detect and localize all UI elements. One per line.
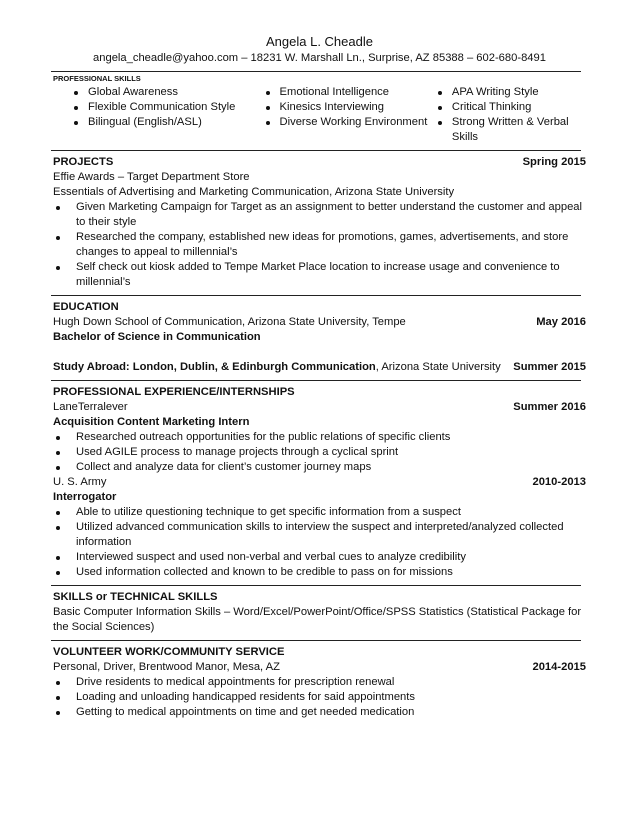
study-abroad-title: Study Abroad: London, Dublin, & Edinburgh Communication xyxy=(53,361,376,373)
study-abroad-row xyxy=(53,360,586,375)
bullet-item: Used information collected and known to be credible to pass on for missions xyxy=(53,565,586,580)
study-abroad-school: , Arizona State University xyxy=(375,361,501,373)
skills-column-3 xyxy=(429,85,586,145)
job-bullet-list xyxy=(53,430,586,475)
resume-content xyxy=(53,33,586,720)
section-title-education: EDUCATION xyxy=(53,301,119,313)
volunteer-role: Personal, Driver, Brentwood Manor, Mesa, AZ xyxy=(53,661,280,673)
experience-header xyxy=(53,385,586,400)
skill-item: Critical Thinking xyxy=(433,100,586,115)
job-company: U. S. Army xyxy=(53,476,107,488)
section-title-experience: PROFESSIONAL EXPERIENCE/INTERNSHIPS xyxy=(53,386,295,398)
bullet-item: Researched the company, established new ideas for promotions, games, advertisements, and store changes to appeal to millennial’s xyxy=(53,230,586,260)
technical-skills-header xyxy=(53,590,586,605)
bullet-item: Self check out kiosk added to Tempe Market Place location to increase usage and convenience to millennial’s xyxy=(53,260,586,290)
job-company: LaneTerralever xyxy=(53,401,128,413)
professional-skills-grid xyxy=(53,85,586,145)
bullet-item: Drive residents to medical appointments for prescription renewal xyxy=(53,675,586,690)
school-date: May 2016 xyxy=(536,316,586,328)
bullet-item: Loading and unloading handicapped residents for said appointments xyxy=(53,690,586,705)
volunteer-row xyxy=(53,660,586,675)
bullet-item: Interviewed suspect and used non-verbal and verbal cues to analyze credibility xyxy=(53,550,586,565)
divider xyxy=(51,290,581,296)
skill-item: Strong Written & Verbal Skills xyxy=(433,115,586,145)
bullet-item: Able to utilize questioning technique to get specific information from a suspect xyxy=(53,505,586,520)
bullet-item: Researched outreach opportunities for the public relations of specific clients xyxy=(53,430,586,445)
job-title: Interrogator xyxy=(53,491,117,503)
section-title-volunteer: VOLUNTEER WORK/COMMUNITY SERVICE xyxy=(53,646,285,658)
contact-line: angela_cheadle@yahoo.com – 18231 W. Marshall Ln., Surprise, AZ 85388 – 602-680-8491 xyxy=(93,52,546,64)
skills-column-1 xyxy=(53,85,257,145)
divider xyxy=(51,145,581,151)
skill-item: Kinesics Interviewing xyxy=(261,100,429,115)
projects-date: Spring 2015 xyxy=(522,156,586,168)
job-bullet-list xyxy=(53,505,586,580)
skill-item: Flexible Communication Style xyxy=(69,100,257,115)
job-row xyxy=(53,475,586,490)
job-title: Acquisition Content Marketing Intern xyxy=(53,416,250,428)
bullet-item: Collect and analyze data for client’s customer journey maps xyxy=(53,460,586,475)
divider xyxy=(51,635,581,641)
skill-item: Emotional Intelligence xyxy=(261,85,429,100)
resume-name: Angela L. Cheadle xyxy=(266,34,373,49)
projects-bullet-list xyxy=(53,200,586,290)
education-school-row xyxy=(53,315,586,330)
volunteer-bullet-list xyxy=(53,675,586,720)
bullet-item: Given Marketing Campaign for Target as an assignment to better understand the customer and appeal to their style xyxy=(53,200,586,230)
school-name: Hugh Down School of Communication, Arizona State University, Tempe xyxy=(53,316,406,328)
study-abroad xyxy=(53,360,501,375)
divider xyxy=(51,375,581,381)
project-course: Essentials of Advertising and Marketing Communication, Arizona State University xyxy=(53,186,455,198)
skill-item: Bilingual (English/ASL) xyxy=(69,115,257,130)
section-title-technical-skills: SKILLS or TECHNICAL SKILLS xyxy=(53,591,218,603)
education-header xyxy=(53,300,586,315)
job-date: Summer 2016 xyxy=(513,401,586,413)
volunteer-header xyxy=(53,645,586,660)
bullet-item: Used AGILE process to manage projects through a cyclical sprint xyxy=(53,445,586,460)
projects-header xyxy=(53,155,586,170)
divider xyxy=(51,580,581,586)
professional-skills-heading: PROFESSIONAL SKILLS xyxy=(53,74,141,83)
bullet-item: Getting to medical appointments on time and get needed medication xyxy=(53,705,586,720)
volunteer-date: 2014-2015 xyxy=(532,661,586,673)
skills-column-2 xyxy=(257,85,429,145)
section-title-projects: PROJECTS xyxy=(53,156,114,168)
job-row xyxy=(53,400,586,415)
project-name: Effie Awards – Target Department Store xyxy=(53,171,250,183)
job-date: 2010-2013 xyxy=(532,476,586,488)
degree: Bachelor of Science in Communication xyxy=(53,331,261,343)
technical-skills-text: Basic Computer Information Skills – Word/Excel/PowerPoint/Office/SPSS Statistics (Statistical Package for the Social Sciences) xyxy=(53,606,582,633)
skill-item: APA Writing Style xyxy=(433,85,586,100)
skill-item: Global Awareness xyxy=(69,85,257,100)
skill-item: Diverse Working Environment xyxy=(261,115,429,130)
study-abroad-date: Summer 2015 xyxy=(513,361,586,373)
divider xyxy=(51,66,581,72)
bullet-item: Utilized advanced communication skills to interview the suspect and interpreted/analyzed collected information xyxy=(53,520,586,550)
